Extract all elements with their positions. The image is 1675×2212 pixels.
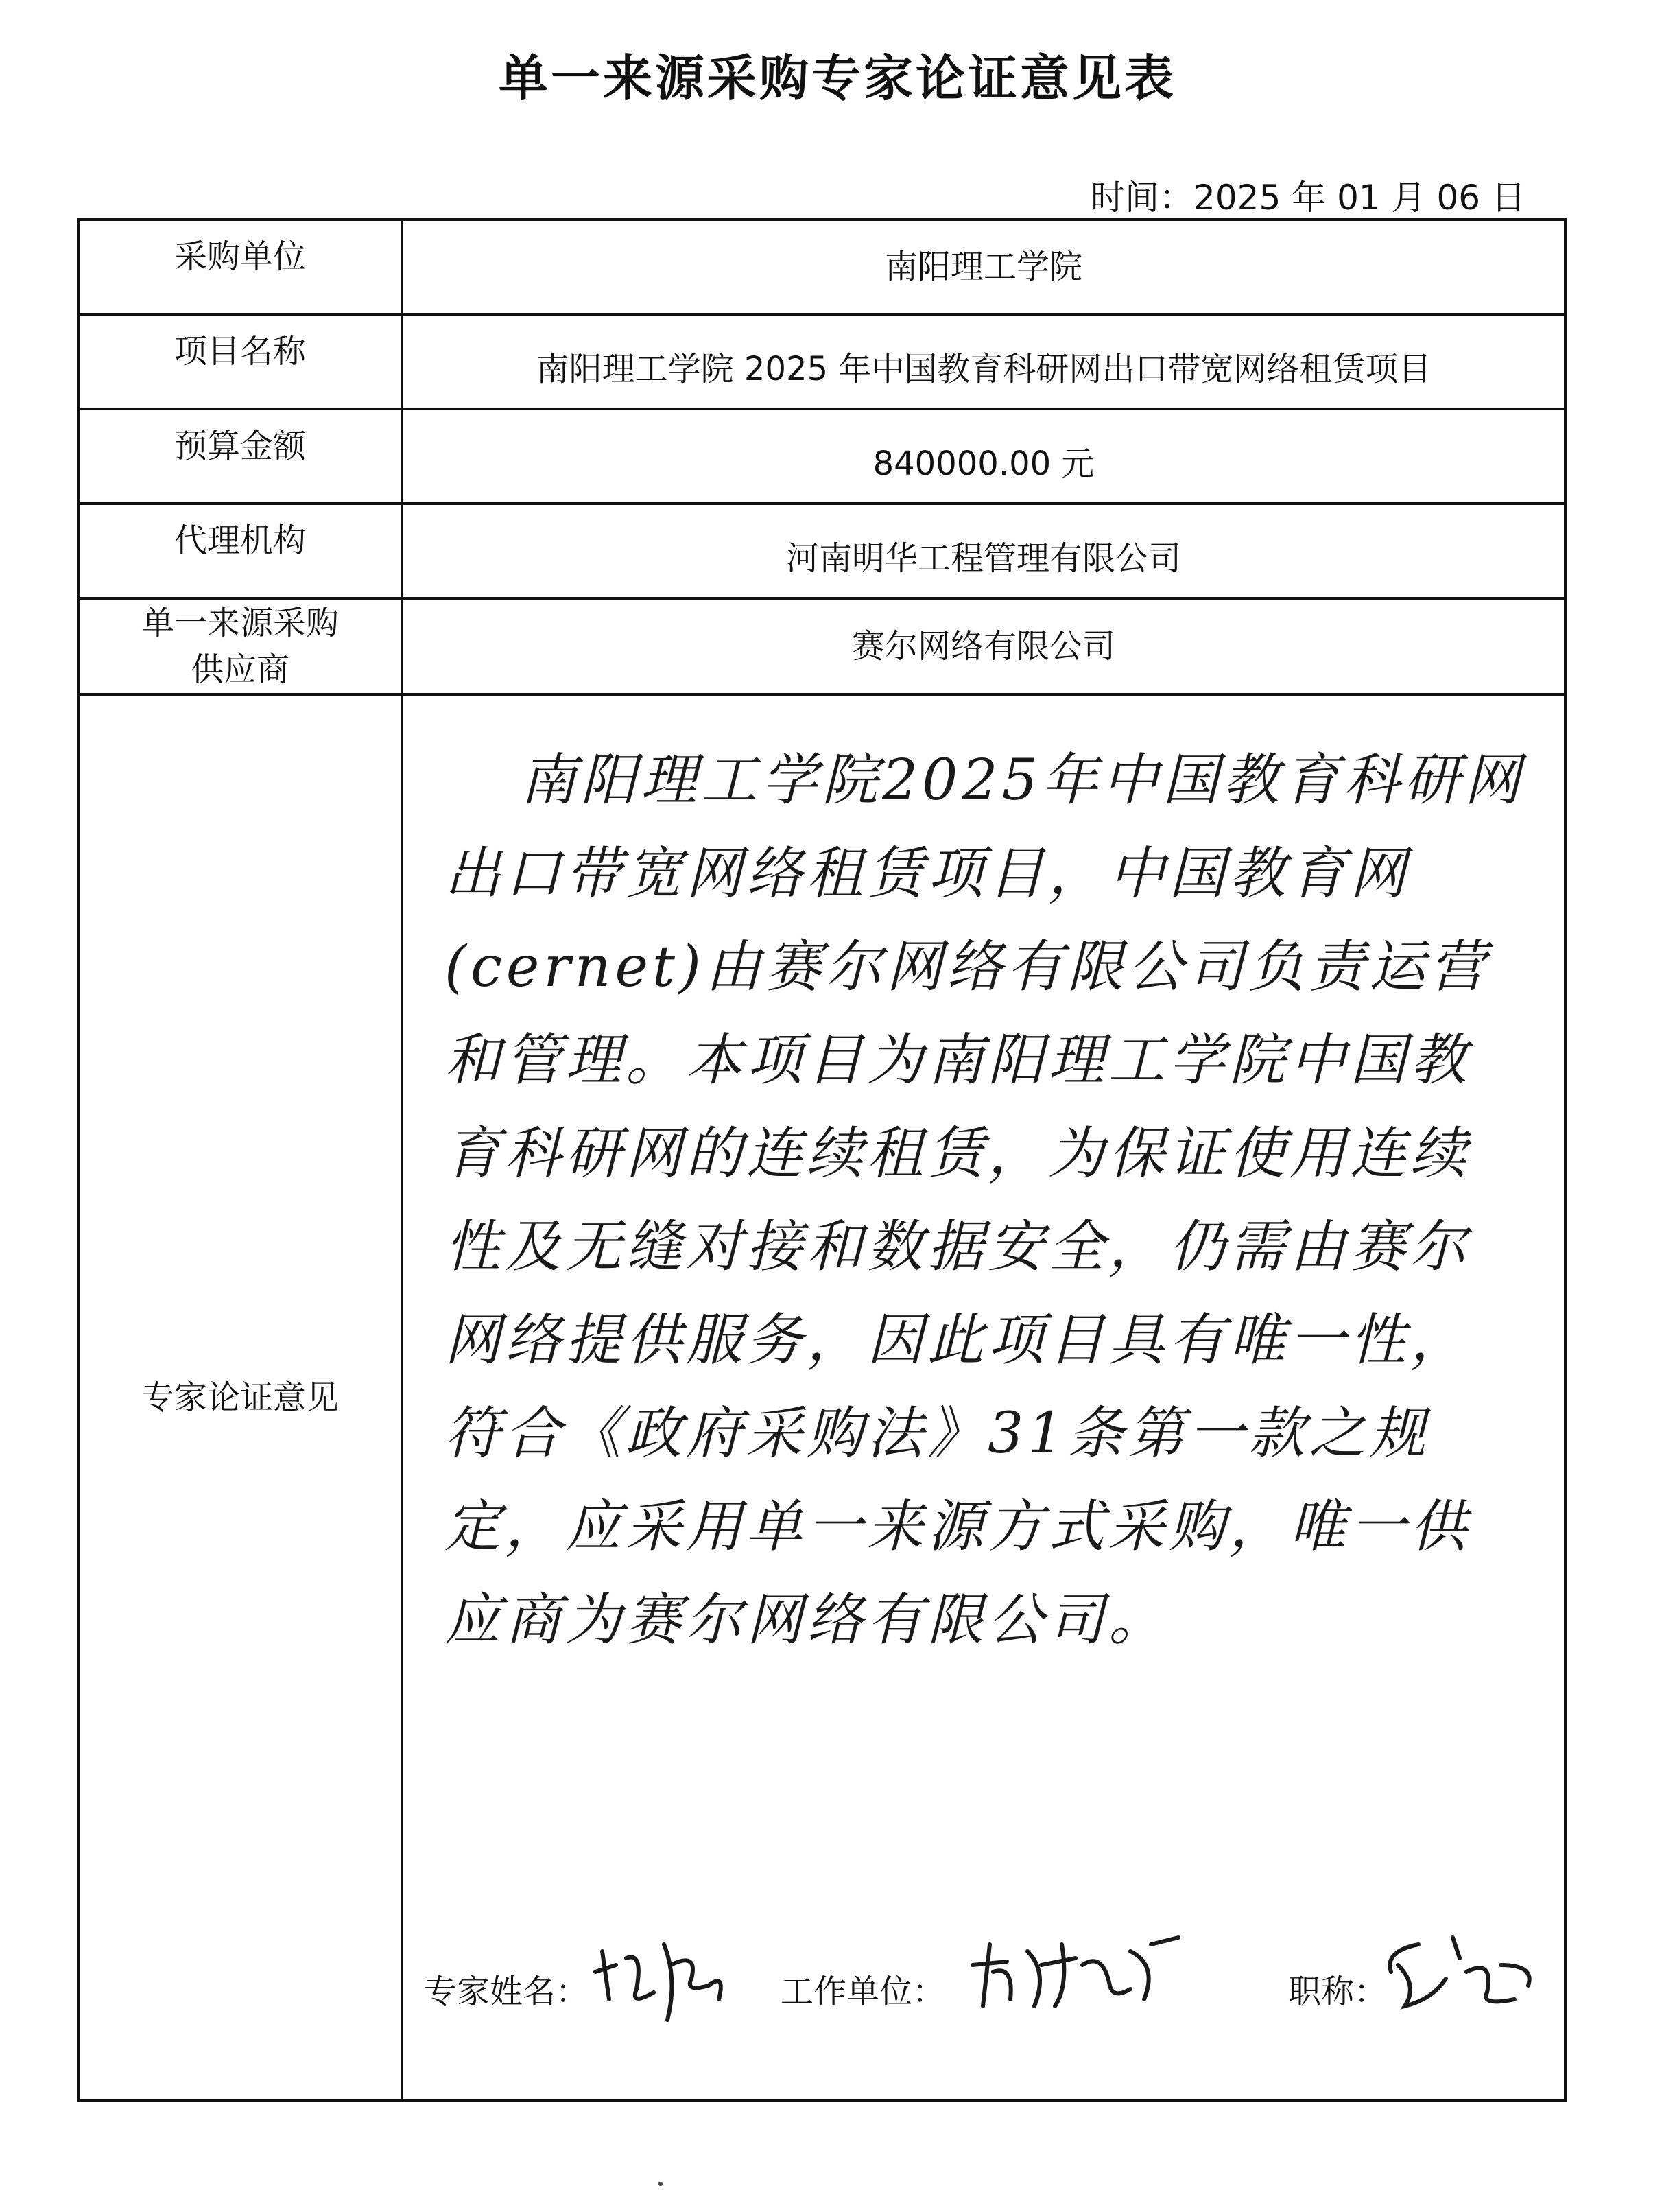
- title-signature: [1377, 1924, 1542, 2035]
- value-cell: [402, 314, 1565, 409]
- row-label-purchaser: 采购单位: [174, 237, 306, 276]
- table-row: [78, 314, 1565, 409]
- work-unit-label: 工作单位：: [781, 1973, 946, 2011]
- table-row: [78, 598, 1565, 694]
- row-label-supplier-line2: 供应商: [190, 650, 289, 689]
- signature-row: [424, 1924, 1549, 2020]
- row-value-agency: 河南明华工程管理有限公司: [785, 539, 1181, 578]
- value-cell: [402, 598, 1565, 694]
- form-date: 时间：2025 年 01 月 06 日: [1091, 178, 1525, 217]
- label-cell: [78, 598, 402, 694]
- row-value-supplier: 赛尔网络有限公司: [851, 627, 1115, 666]
- value-cell: [402, 409, 1565, 504]
- work-unit-signature: [966, 1924, 1185, 2035]
- value-cell: [402, 220, 1565, 314]
- row-label-supplier-line1: 单一来源采购: [141, 604, 339, 642]
- row-value-project-name: 南阳理工学院 2025 年中国教育科研网出口带宽网络租赁项目: [536, 350, 1432, 388]
- opinion-cell: [402, 694, 1565, 2101]
- title-label: 职称：: [1288, 1973, 1388, 2011]
- value-cell: [402, 504, 1565, 598]
- label-cell: [78, 694, 402, 2101]
- scan-dot: [658, 2182, 663, 2186]
- table-row: [78, 504, 1565, 598]
- page-title: 单一来源采购专家论证意见表: [498, 49, 1176, 107]
- table-row: [78, 409, 1565, 504]
- expert-name-label: 专家姓名：: [424, 1973, 589, 2011]
- label-cell: [78, 220, 402, 314]
- table-row: [78, 694, 1565, 2101]
- label-cell: [78, 504, 402, 598]
- expert-name-signature: [589, 1924, 739, 2042]
- row-label-budget: 预算金额: [174, 427, 306, 465]
- row-label-agency: 代理机构: [174, 521, 306, 560]
- label-cell: [78, 314, 402, 409]
- label-cell: [78, 409, 402, 504]
- table-row: [78, 220, 1565, 314]
- row-value-purchaser: 南阳理工学院: [884, 248, 1082, 286]
- opinion-form-table: [77, 218, 1567, 2102]
- row-value-budget: 840000.00 元: [872, 445, 1095, 483]
- row-label-opinion: 专家论证意见: [141, 1378, 339, 1417]
- row-label-project-name: 项目名称: [174, 332, 306, 370]
- handwritten-opinion: 南阳理工学院2025年中国教育科研网出口带宽网络租赁项目，中国教育网(cernet)由赛尔网络有限公司负责运营和管理。本项目为南阳理工学院中国教育科研网的连续租赁，为保证使用连续性及无缝对接和数据安全，仍需由赛尔网络提供服务，因此项目具有唯一性，符合《政府采购法》31条第一款之规定，应采用单一来源方式采购，唯一供应商为赛尔网络有限公司。: [444, 748, 1525, 1653]
